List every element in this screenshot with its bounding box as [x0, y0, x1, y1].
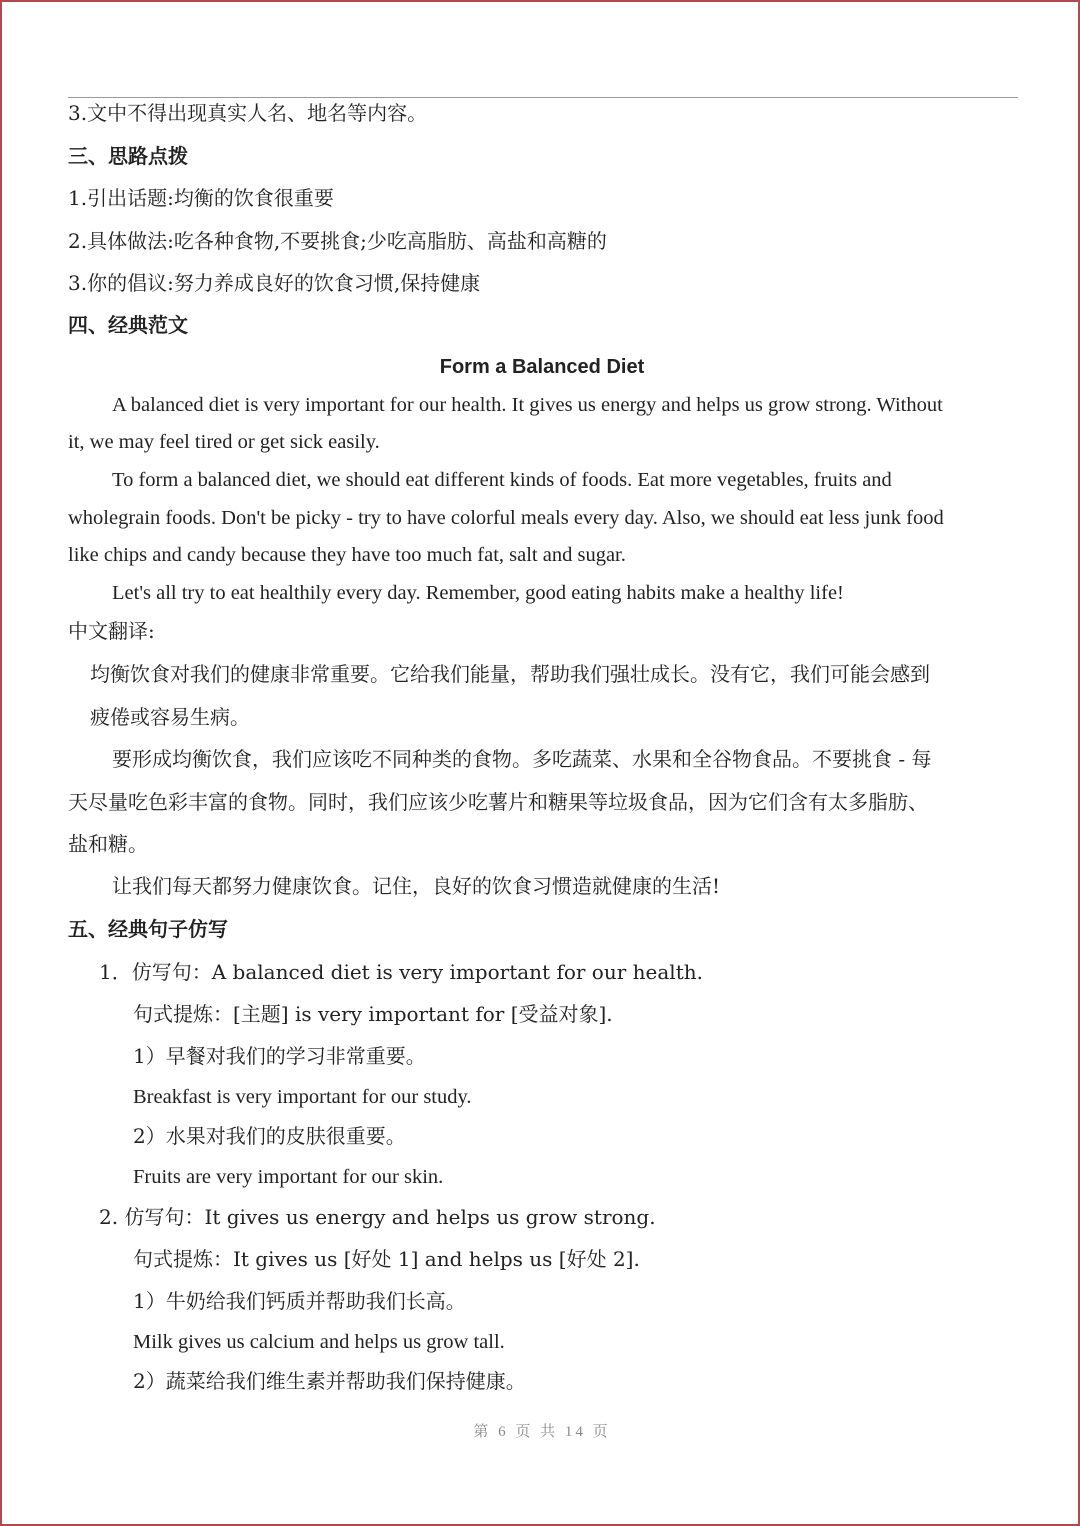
header-rule: [68, 97, 1018, 98]
sentence-2-pattern: 句式提炼：It gives us [好处 1] and helps us [好处 2].: [133, 1247, 640, 1271]
section-heading-5: 五、经典句子仿写: [68, 917, 228, 941]
essay-p2-line3: like chips and candy because they have too much fat, salt and sugar.: [68, 544, 626, 566]
sentence-1: 1．仿写句：A balanced diet is very important for our health.: [99, 960, 703, 984]
essay-p2-line2: wholegrain foods. Don't be picky - try to have colorful meals every day. Also, we should eat less junk food: [68, 507, 944, 529]
sentence-1-example-1-zh: 1）早餐对我们的学习非常重要。: [133, 1044, 426, 1068]
sentence-2-example-2-zh: 2）蔬菜给我们维生素并帮助我们保持健康。: [133, 1369, 526, 1393]
sentence-1-pattern: 句式提炼：[主题] is very important for [受益对象].: [133, 1002, 613, 1026]
requirement-3: 3.文中不得出现真实人名、地名等内容。: [68, 101, 428, 125]
essay-p3: Let's all try to eat healthily every day. Remember, good eating habits make a healthy life!: [112, 582, 844, 604]
page-number-footer: 第 6 页 共 14 页: [473, 1424, 611, 1440]
essay-title: Form a Balanced Diet: [439, 356, 645, 378]
sentence-2-example-1-zh: 1）牛奶给我们钙质并帮助我们长高。: [133, 1289, 466, 1313]
idea-3: 3.你的倡议:努力养成良好的饮食习惯,保持健康: [68, 271, 481, 295]
translation-p1-line2: 疲倦或容易生病。: [90, 705, 250, 729]
sentence-1-example-2-zh: 2）水果对我们的皮肤很重要。: [133, 1124, 406, 1148]
translation-p2-line2: 天尽量吃色彩丰富的食物。同时，我们应该少吃薯片和糖果等垃圾食品，因为它们含有太多脂肪、: [68, 790, 928, 814]
essay-p2-line1: To form a balanced diet, we should eat different kinds of foods. Eat more vegetables, fruits and: [112, 469, 892, 491]
idea-2: 2.具体做法:吃各种食物,不要挑食;少吃高脂肪、高盐和高糖的: [68, 229, 607, 253]
section-heading-3: 三、思路点拨: [68, 144, 188, 168]
idea-1: 1.引出话题:均衡的饮食很重要: [68, 186, 334, 210]
translation-p2-line3: 盐和糖。: [68, 832, 148, 856]
section-heading-4: 四、经典范文: [68, 313, 188, 337]
sentence-2: 2. 仿写句：It gives us energy and helps us grow strong.: [99, 1205, 656, 1229]
translation-p1-line1: 均衡饮食对我们的健康非常重要。它给我们能量，帮助我们强壮成长。没有它，我们可能会感到: [90, 662, 930, 686]
translation-p2-line1: 要形成均衡饮食，我们应该吃不同种类的食物。多吃蔬菜、水果和全谷物食品。不要挑食 - 每: [112, 747, 932, 771]
essay-p1-line2: it, we may feel tired or get sick easily.: [68, 431, 380, 453]
translation-label: 中文翻译:: [68, 619, 155, 643]
translation-p3: 让我们每天都努力健康饮食。记住，良好的饮食习惯造就健康的生活!: [112, 874, 721, 898]
essay-p1-line1: A balanced diet is very important for our health. It gives us energy and helps us grow strong. Without: [112, 394, 943, 416]
sentence-1-example-1-en: Breakfast is very important for our study.: [133, 1086, 472, 1108]
sentence-1-example-2-en: Fruits are very important for our skin.: [133, 1166, 444, 1188]
sentence-2-example-1-en: Milk gives us calcium and helps us grow tall.: [133, 1331, 505, 1353]
